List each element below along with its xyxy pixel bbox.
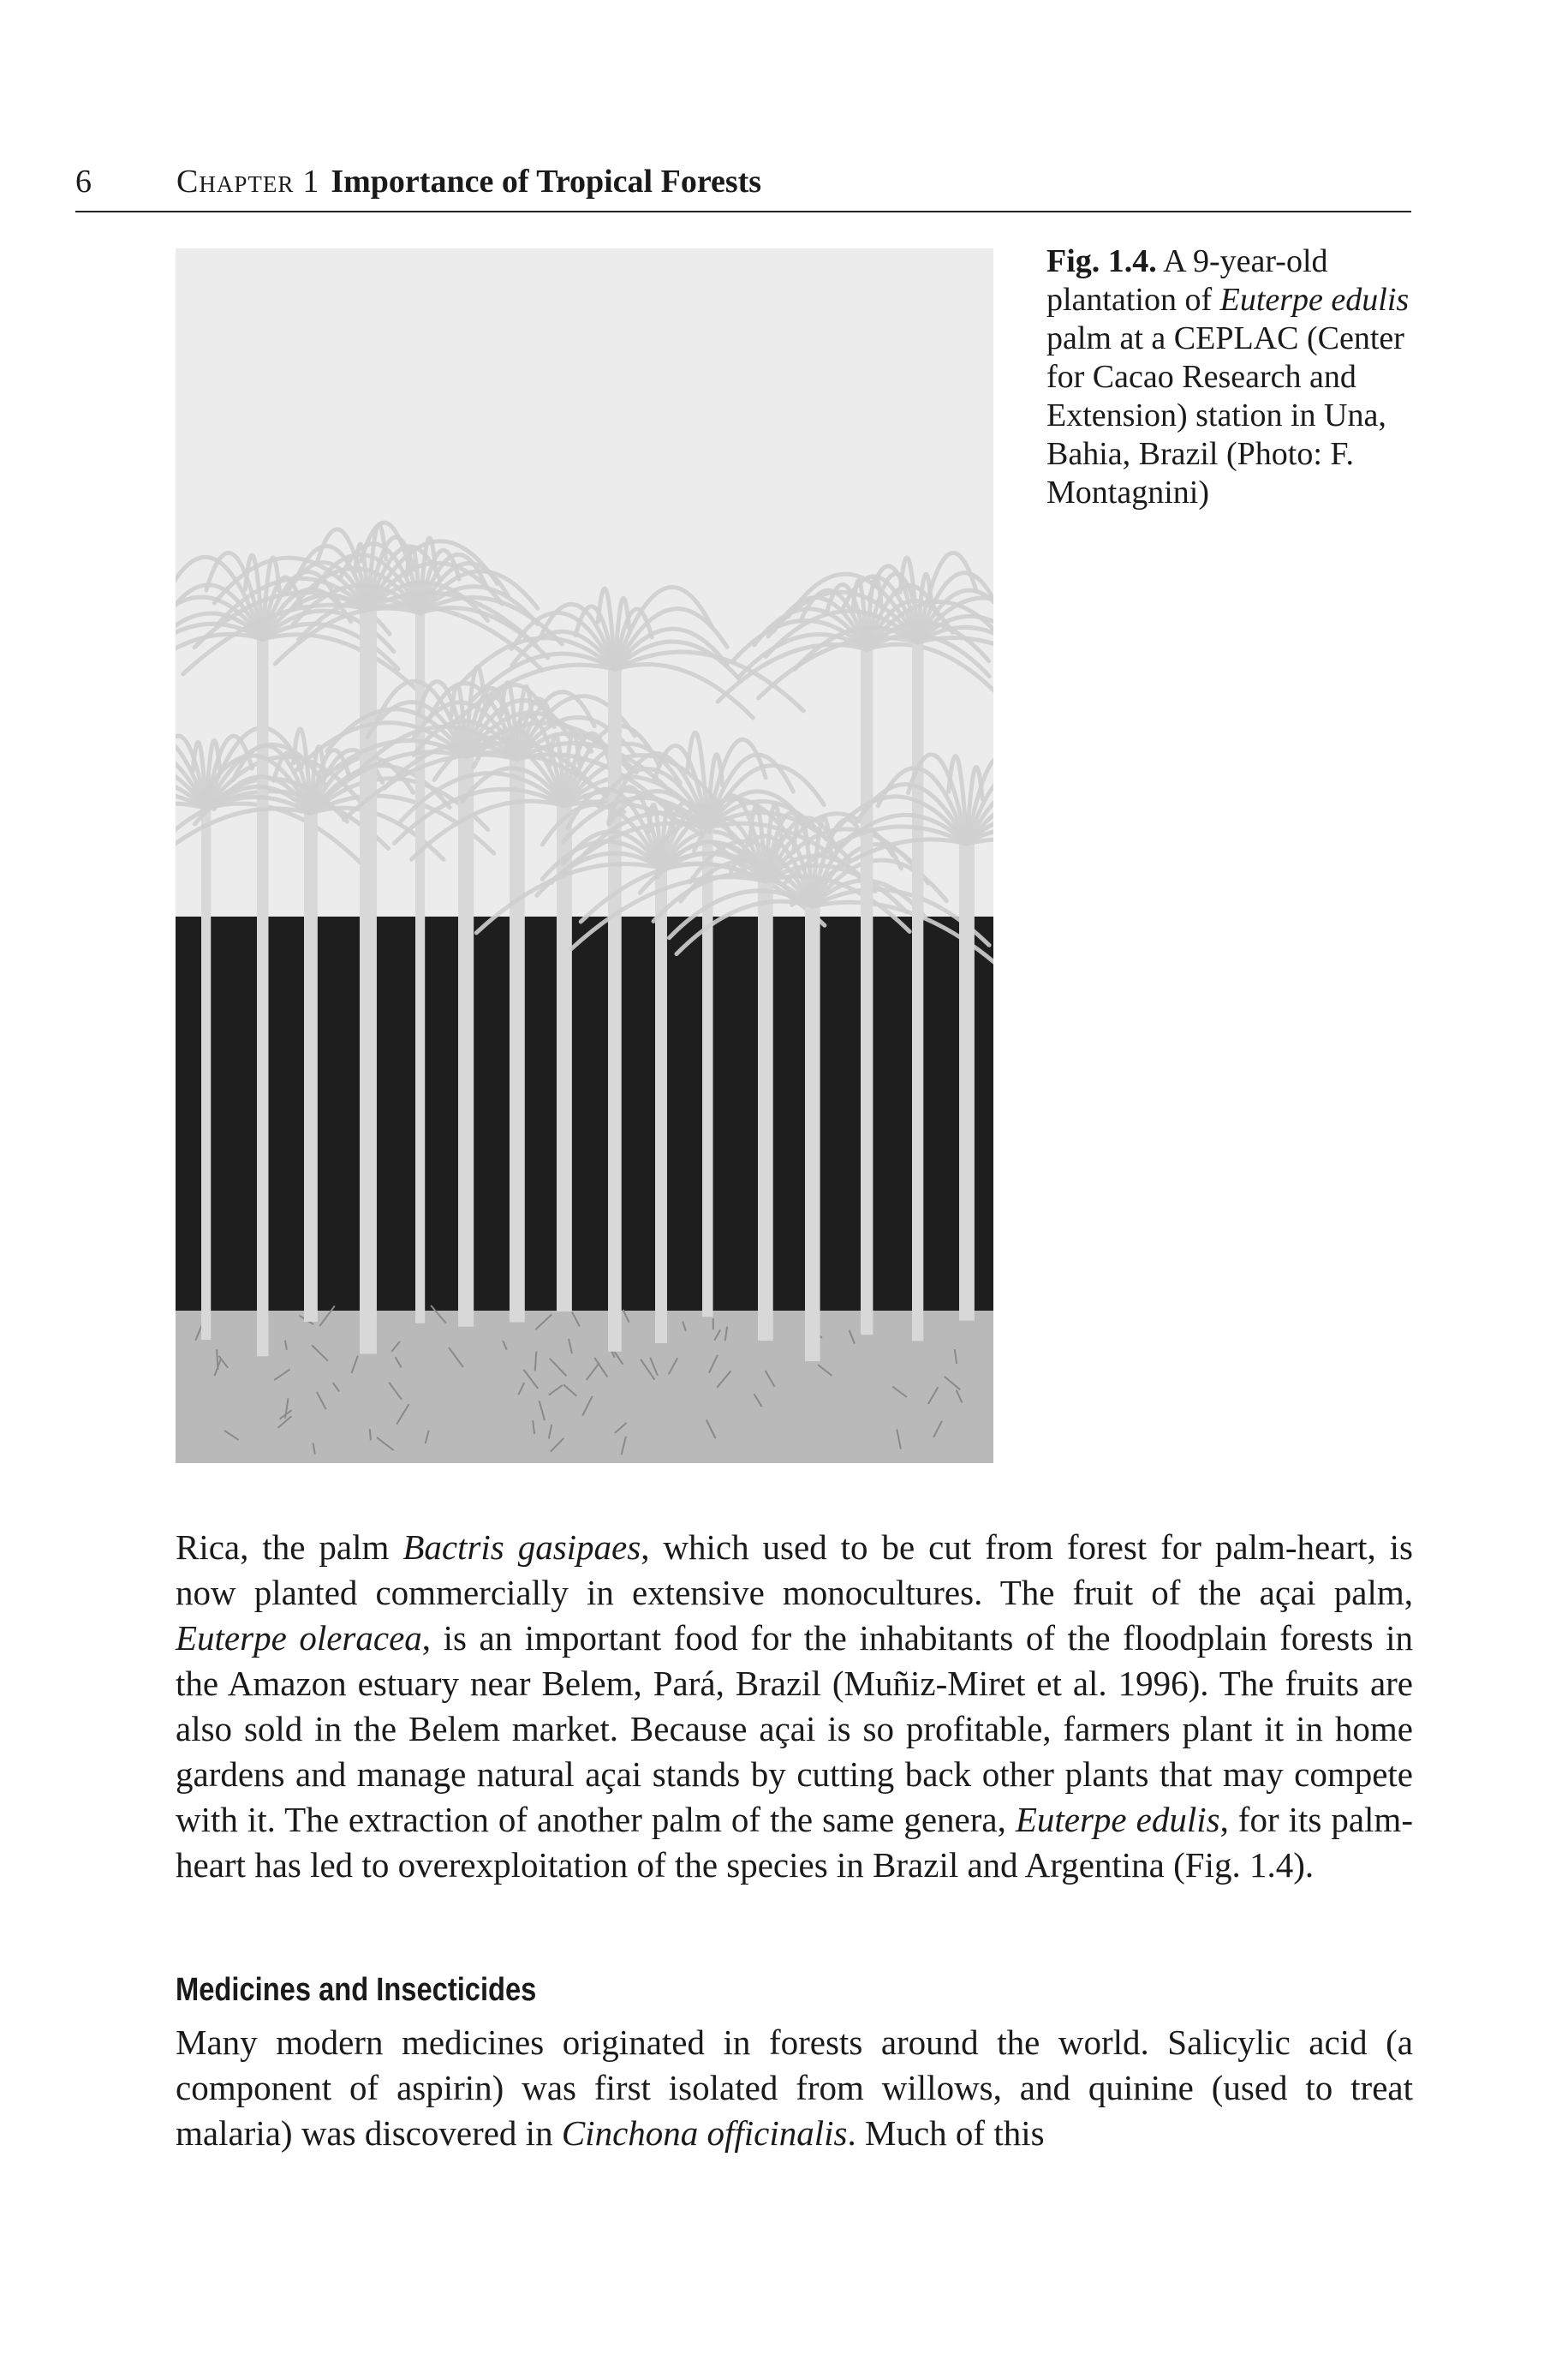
italic-text: Euterpe oleracea: [176, 1618, 422, 1658]
body-paragraph-1: [176, 1525, 1413, 1888]
palm-plantation-illustration: [176, 248, 993, 1463]
running-head: [75, 163, 1411, 212]
figure-caption-text: [1046, 243, 1409, 511]
italic-text: Euterpe edulis: [1015, 1800, 1220, 1839]
text-run: , is an important food for the inhabitants of the floodplain forests in the Amazon estuary near Belem, Pará, Brazil (Muñiz-Miret et al. 1996). The fruits are also sold in the Belem market. Because açai is so profitable, farmers plant it in home gardens and manage natural açai stands by cutting back other plants that may compete with it. The extraction of another palm of the same genera,: [176, 1618, 1413, 1839]
section-heading: Medicines and Insecticides: [176, 1972, 537, 2008]
body-paragraph-2: [176, 2020, 1413, 2156]
photo-grass-blade: [370, 1429, 371, 1440]
palm-trunk: [415, 613, 425, 1323]
chapter-title: Importance of Tropical Forests: [331, 164, 762, 200]
chapter-number: 1: [302, 164, 319, 200]
palm-trunk: [805, 906, 820, 1361]
page-number: 6: [75, 164, 92, 200]
italic-text: Cinchona officinalis: [561, 2113, 848, 2153]
italic-text: Bactris gasipaes: [402, 1527, 641, 1567]
text-run: , which used to be cut from forest for palm-heart, is now planted commercially in extensive monocultures. The fruit of the açai palm,: [176, 1527, 1414, 1612]
chapter-label: Chapter: [176, 164, 295, 200]
palm-trunk: [861, 649, 873, 1335]
palm-trunk: [702, 828, 713, 1317]
palm-trunk: [655, 868, 667, 1343]
text-run: Rica, the palm: [176, 1527, 403, 1567]
palm-trunk: [201, 809, 211, 1340]
text-run: palm at a CEPLAC (Center for Cacao Research and Extension) station in Una, Bahia, Brazil (Photo: F. Montagnini): [1046, 320, 1404, 511]
palm-trunk: [758, 881, 773, 1341]
palm-trunk: [458, 756, 474, 1326]
text-run: Many modern medicines originated in forests around the world. Salicylic acid (a component of aspirin) was first isolated from willows, and quinine (used to treat malaria) was discovered in: [176, 2022, 1413, 2153]
figure-caption: [1046, 242, 1415, 512]
text-run: , for its palm-heart has led to overexploitation of the species in Brazil and Argentina (Fig. 1.4).: [176, 1800, 1413, 1885]
palm-trunk: [912, 642, 923, 1341]
text-run: A 9-year-old plantation of: [1046, 243, 1328, 318]
palm-trunk: [557, 806, 572, 1311]
italic-text: Euterpe edulis: [1219, 282, 1410, 318]
photo-grass-blade: [217, 1349, 218, 1370]
palm-trunk: [959, 844, 975, 1321]
text-run: . Much of this: [847, 2113, 1045, 2153]
figure-label: Fig. 1.4.: [1046, 243, 1157, 279]
running-head-title: [176, 163, 761, 200]
palm-trunk: [510, 759, 525, 1322]
palm-trunk: [304, 813, 318, 1322]
palm-trunk: [608, 669, 622, 1351]
figure-photo-palm-plantation: [176, 248, 993, 1463]
